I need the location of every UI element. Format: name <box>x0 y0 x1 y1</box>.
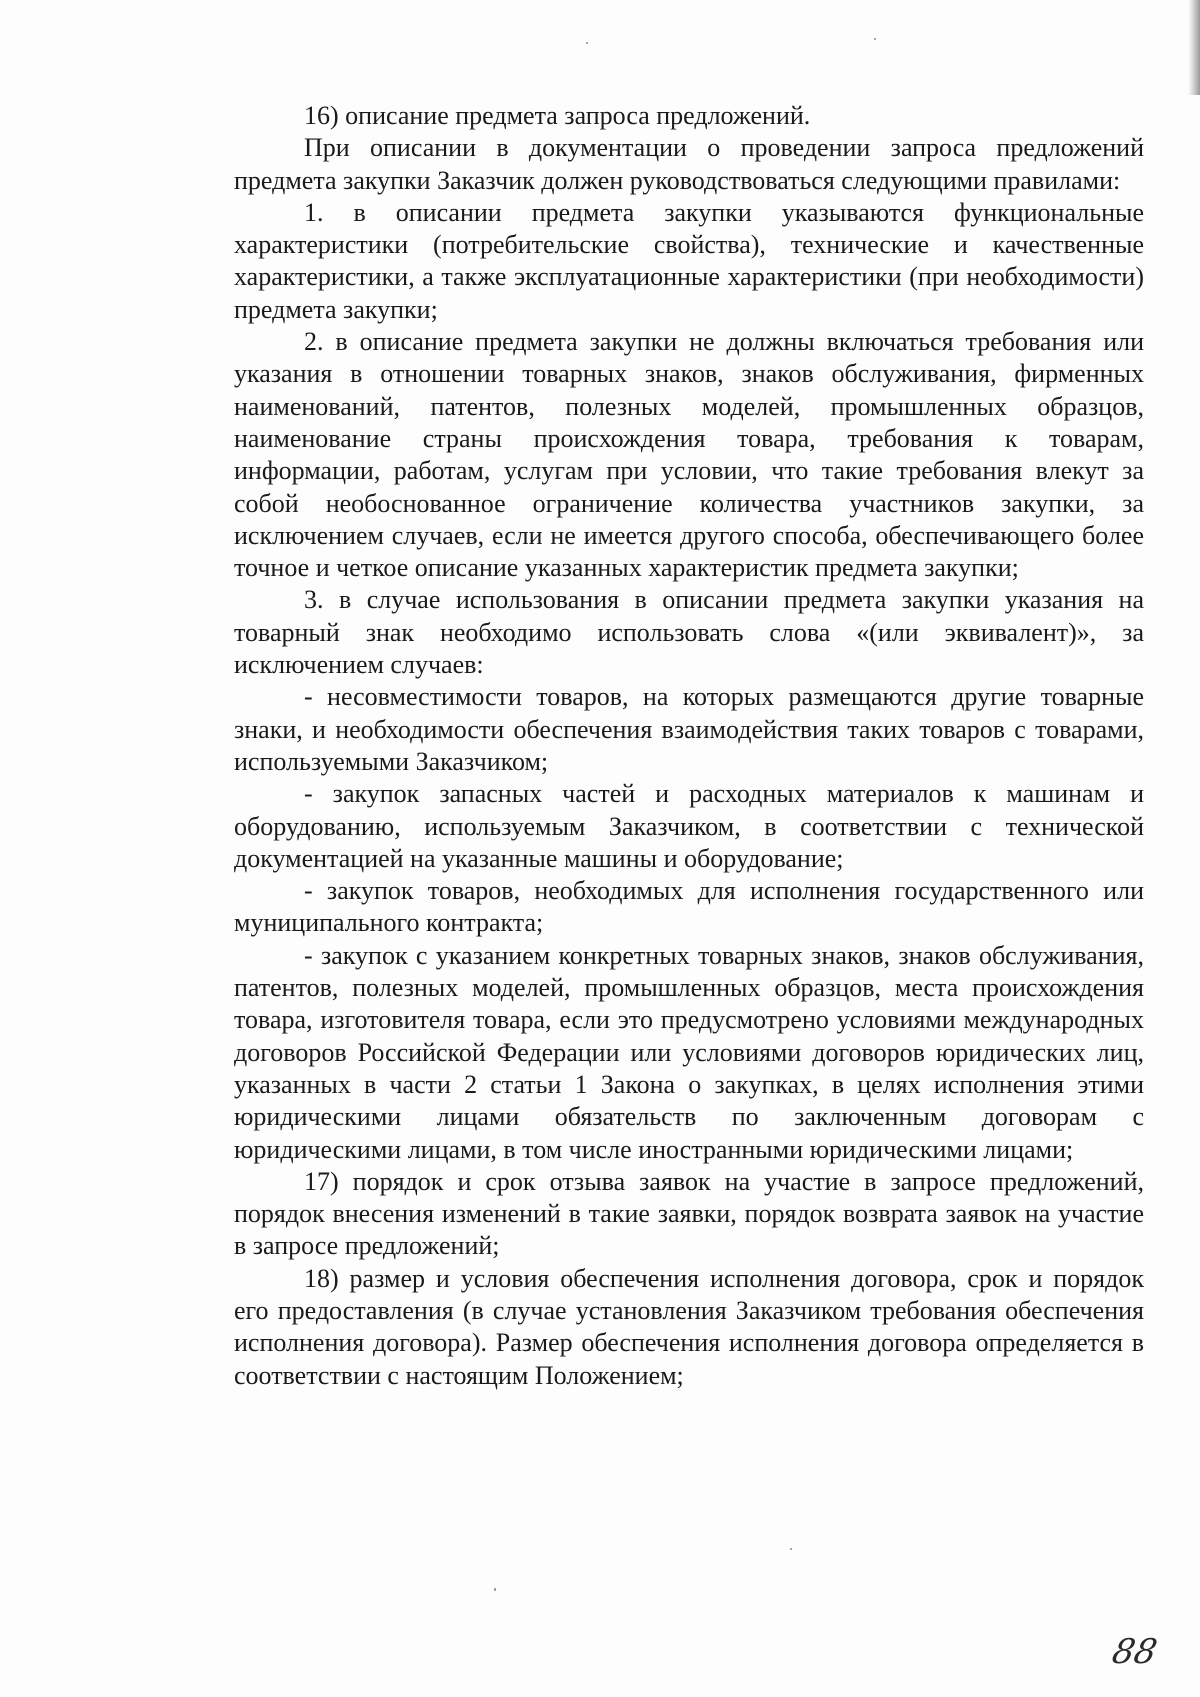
scan-speck <box>874 38 876 40</box>
paragraph-rule-3: 3. в случае использования в описании предмета закупки указания на товарный знак необходимо использовать слова «(или эквивалент)», за исключением случаев: <box>234 585 1144 680</box>
document-body <box>234 100 1144 1392</box>
paragraph-exception-4: - закупок с указанием конкретных товарных знаков, знаков обслуживания, патентов, полезных моделей, промышленных образцов, места происхождения товара, изготовителя товара, если это предусмотрено условиями международных договоров Российской Федерации или условиями договоров юридических лиц, указанных в части 2 статьи 1 Закона о закупках, в целях исполнения этими юридическими лицами обязательств по заключенным договорам с юридическими лицами, в том числе иностранными юридическими лицами; <box>234 940 1144 1164</box>
scan-speck <box>790 1548 792 1550</box>
paragraph-18: 18) размер и условия обеспечения исполнения договора, срок и порядок его предоставления (в случае установления Заказчиком требования обеспечения исполнения договора). Размер обеспечения исполнения договора определяется в соответствии с настоящим Положением; <box>234 1263 1144 1390</box>
paragraph-16: 16) описание предмета запроса предложений. <box>304 101 811 130</box>
scan-edge-shadow <box>1188 0 1200 95</box>
scan-speck <box>494 1588 496 1591</box>
paragraph-exception-3: - закупок товаров, необходимых для исполнения государственного или муниципального контракта; <box>234 876 1144 938</box>
paragraph-exception-1: - несовместимости товаров, на которых размещаются другие товарные знаки, и необходимости обеспечения взаимодействия таких товаров с товарами, используемыми Заказчиком; <box>234 682 1144 776</box>
page-number: 88 <box>1108 1632 1161 1672</box>
paragraph-rule-2: 2. в описание предмета закупки не должны включаться требования или указания в отношении товарных знаков, знаков обслуживания, фирменных наименований, патентов, полезных моделей, промышленных образцов, наименование страны происхождения товара, требования к товарам, информации, работам, услугам при условии, что такие требования влекут за собой необоснованное ограничение количества участников закупки, за исключением случаев, если не имеется другого способа, обеспечивающего более точное и четкое описание указанных характеристик предмета закупки; <box>234 327 1144 583</box>
paragraph-exception-2: - закупок запасных частей и расходных материалов к машинам и оборудованию, используемым Заказчиком, в соответствии с технической документацией на указанные машины и оборудование; <box>234 779 1144 873</box>
paragraph-17: 17) порядок и срок отзыва заявок на участие в запросе предложений, порядок внесения изменений в такие заявки, порядок возврата заявок на участие в запросе предложений; <box>234 1166 1144 1261</box>
scan-speck <box>586 42 588 44</box>
paragraph-rule-1: 1. в описании предмета закупки указываются функциональные характеристики (потребительские свойства), технические и качественные характеристики, а также эксплуатационные характеристики (при необходимости) предмета закупки; <box>234 197 1144 324</box>
paragraph-intro-rules: При описании в документации о проведении запроса предложений предмета закупки Заказчик должен руководствоваться следующими правилами: <box>234 133 1144 195</box>
